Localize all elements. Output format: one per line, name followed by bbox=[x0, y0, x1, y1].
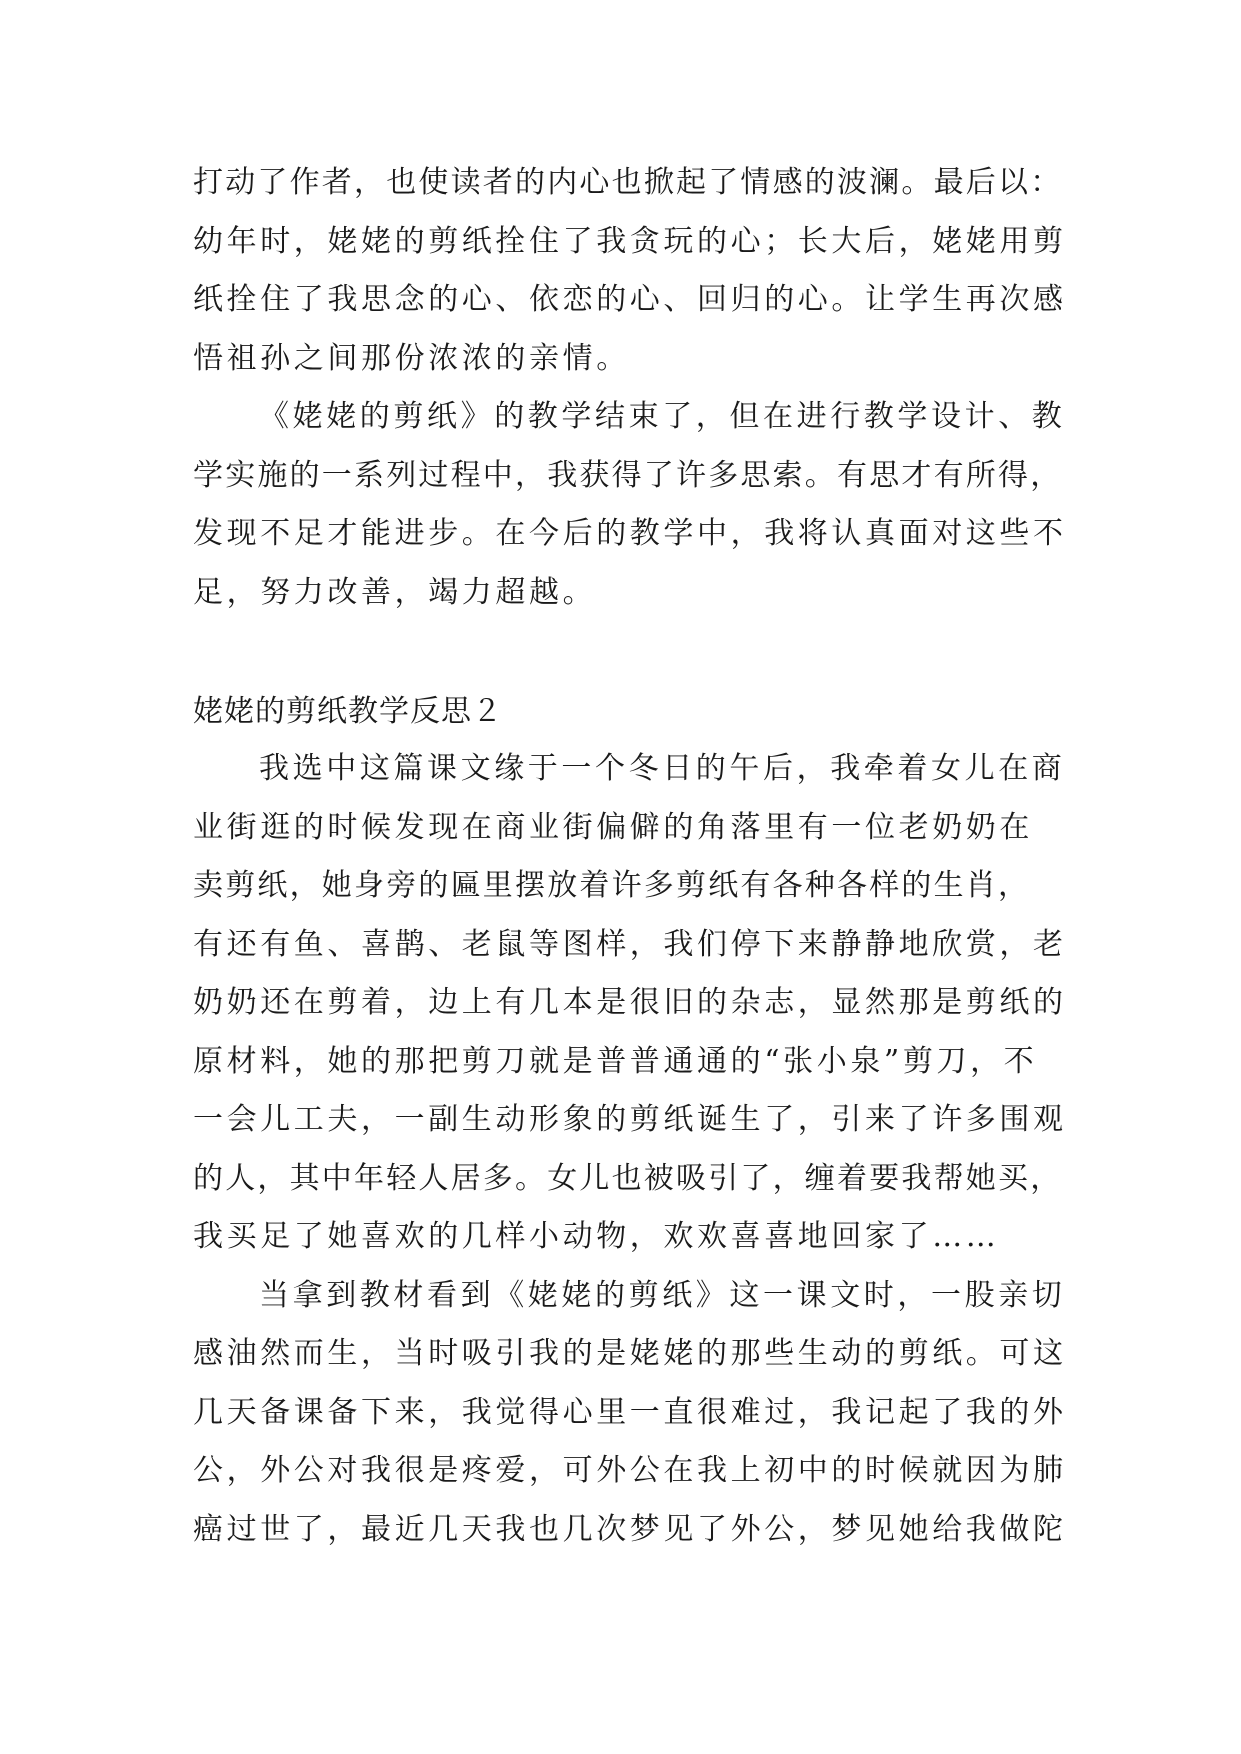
text-line: 的人，其中年轻人居多。女儿也被吸引了，缠着要我帮她买， bbox=[193, 1160, 1063, 1196]
text-line: 悟祖孙之间那份浓浓的亲情。 bbox=[193, 340, 630, 376]
section-heading: 姥姥的剪纸教学反思２ bbox=[193, 694, 503, 729]
text-line: 纸拴住了我思念的心、依恋的心、回归的心。让学生再次感 bbox=[193, 282, 1067, 317]
text-line: 幼年时，姥姥的剪纸拴住了我贪玩的心；长大后，姥姥用剪 bbox=[193, 223, 1067, 259]
text-line: 学实施的一系列过程中，我获得了许多思索。有思才有所得， bbox=[193, 457, 1063, 493]
text-line: 一会儿工夫，一副生动形象的剪纸诞生了，引来了许多围观 bbox=[193, 1102, 1067, 1137]
text-line: 业街逛的时候发现在商业街偏僻的角落里有一位老奶奶在 bbox=[193, 809, 1033, 845]
text-line: 我选中这篇课文缘于一个冬日的午后，我牵着女儿在商 bbox=[259, 751, 1066, 786]
paragraph-block-1 bbox=[193, 154, 1067, 622]
text-line: 足，努力改善，竭力超越。 bbox=[193, 574, 597, 610]
text-line: 打动了作者，也使读者的内心也掀起了情感的波澜。最后以： bbox=[193, 165, 1063, 200]
text-line: 当拿到教材看到《姥姥的剪纸》这一课文时，一股亲切 bbox=[259, 1277, 1066, 1313]
text-line: 发现不足才能进步。在今后的教学中，我将认真面对这些不 bbox=[193, 516, 1067, 551]
text-line: 《姥姥的剪纸》的教学结束了，但在进行教学设计、教 bbox=[259, 399, 1066, 434]
text-line: 有还有鱼、喜鹊、老鼠等图样，我们停下来静静地欣赏，老 bbox=[193, 926, 1067, 962]
text-line: 几天备课备下来，我觉得心里一直很难过，我记起了我的外 bbox=[193, 1394, 1067, 1430]
text-line: 奶奶还在剪着，边上有几本是很旧的杂志，显然那是剪纸的 bbox=[193, 985, 1067, 1020]
text-line: 感油然而生，当时吸引我的是姥姥的那些生动的剪纸。可这 bbox=[193, 1336, 1067, 1371]
text-line: 癌过世了，最近几天我也几次梦见了外公，梦见她给我做陀 bbox=[193, 1511, 1067, 1547]
text-line: 我买足了她喜欢的几样小动物，欢欢喜喜地回家了…… bbox=[193, 1219, 1000, 1254]
paragraph-block-2 bbox=[193, 740, 1067, 1559]
text-line: 公，外公对我很是疼爱，可外公在我上初中的时候就因为肺 bbox=[193, 1453, 1067, 1488]
text-line: 卖剪纸，她身旁的匾里摆放着许多剪纸有各种各样的生肖， bbox=[193, 868, 1031, 903]
text-line: 原材料，她的那把剪刀就是普普通通的“张小泉”剪刀，不 bbox=[193, 1043, 1038, 1079]
